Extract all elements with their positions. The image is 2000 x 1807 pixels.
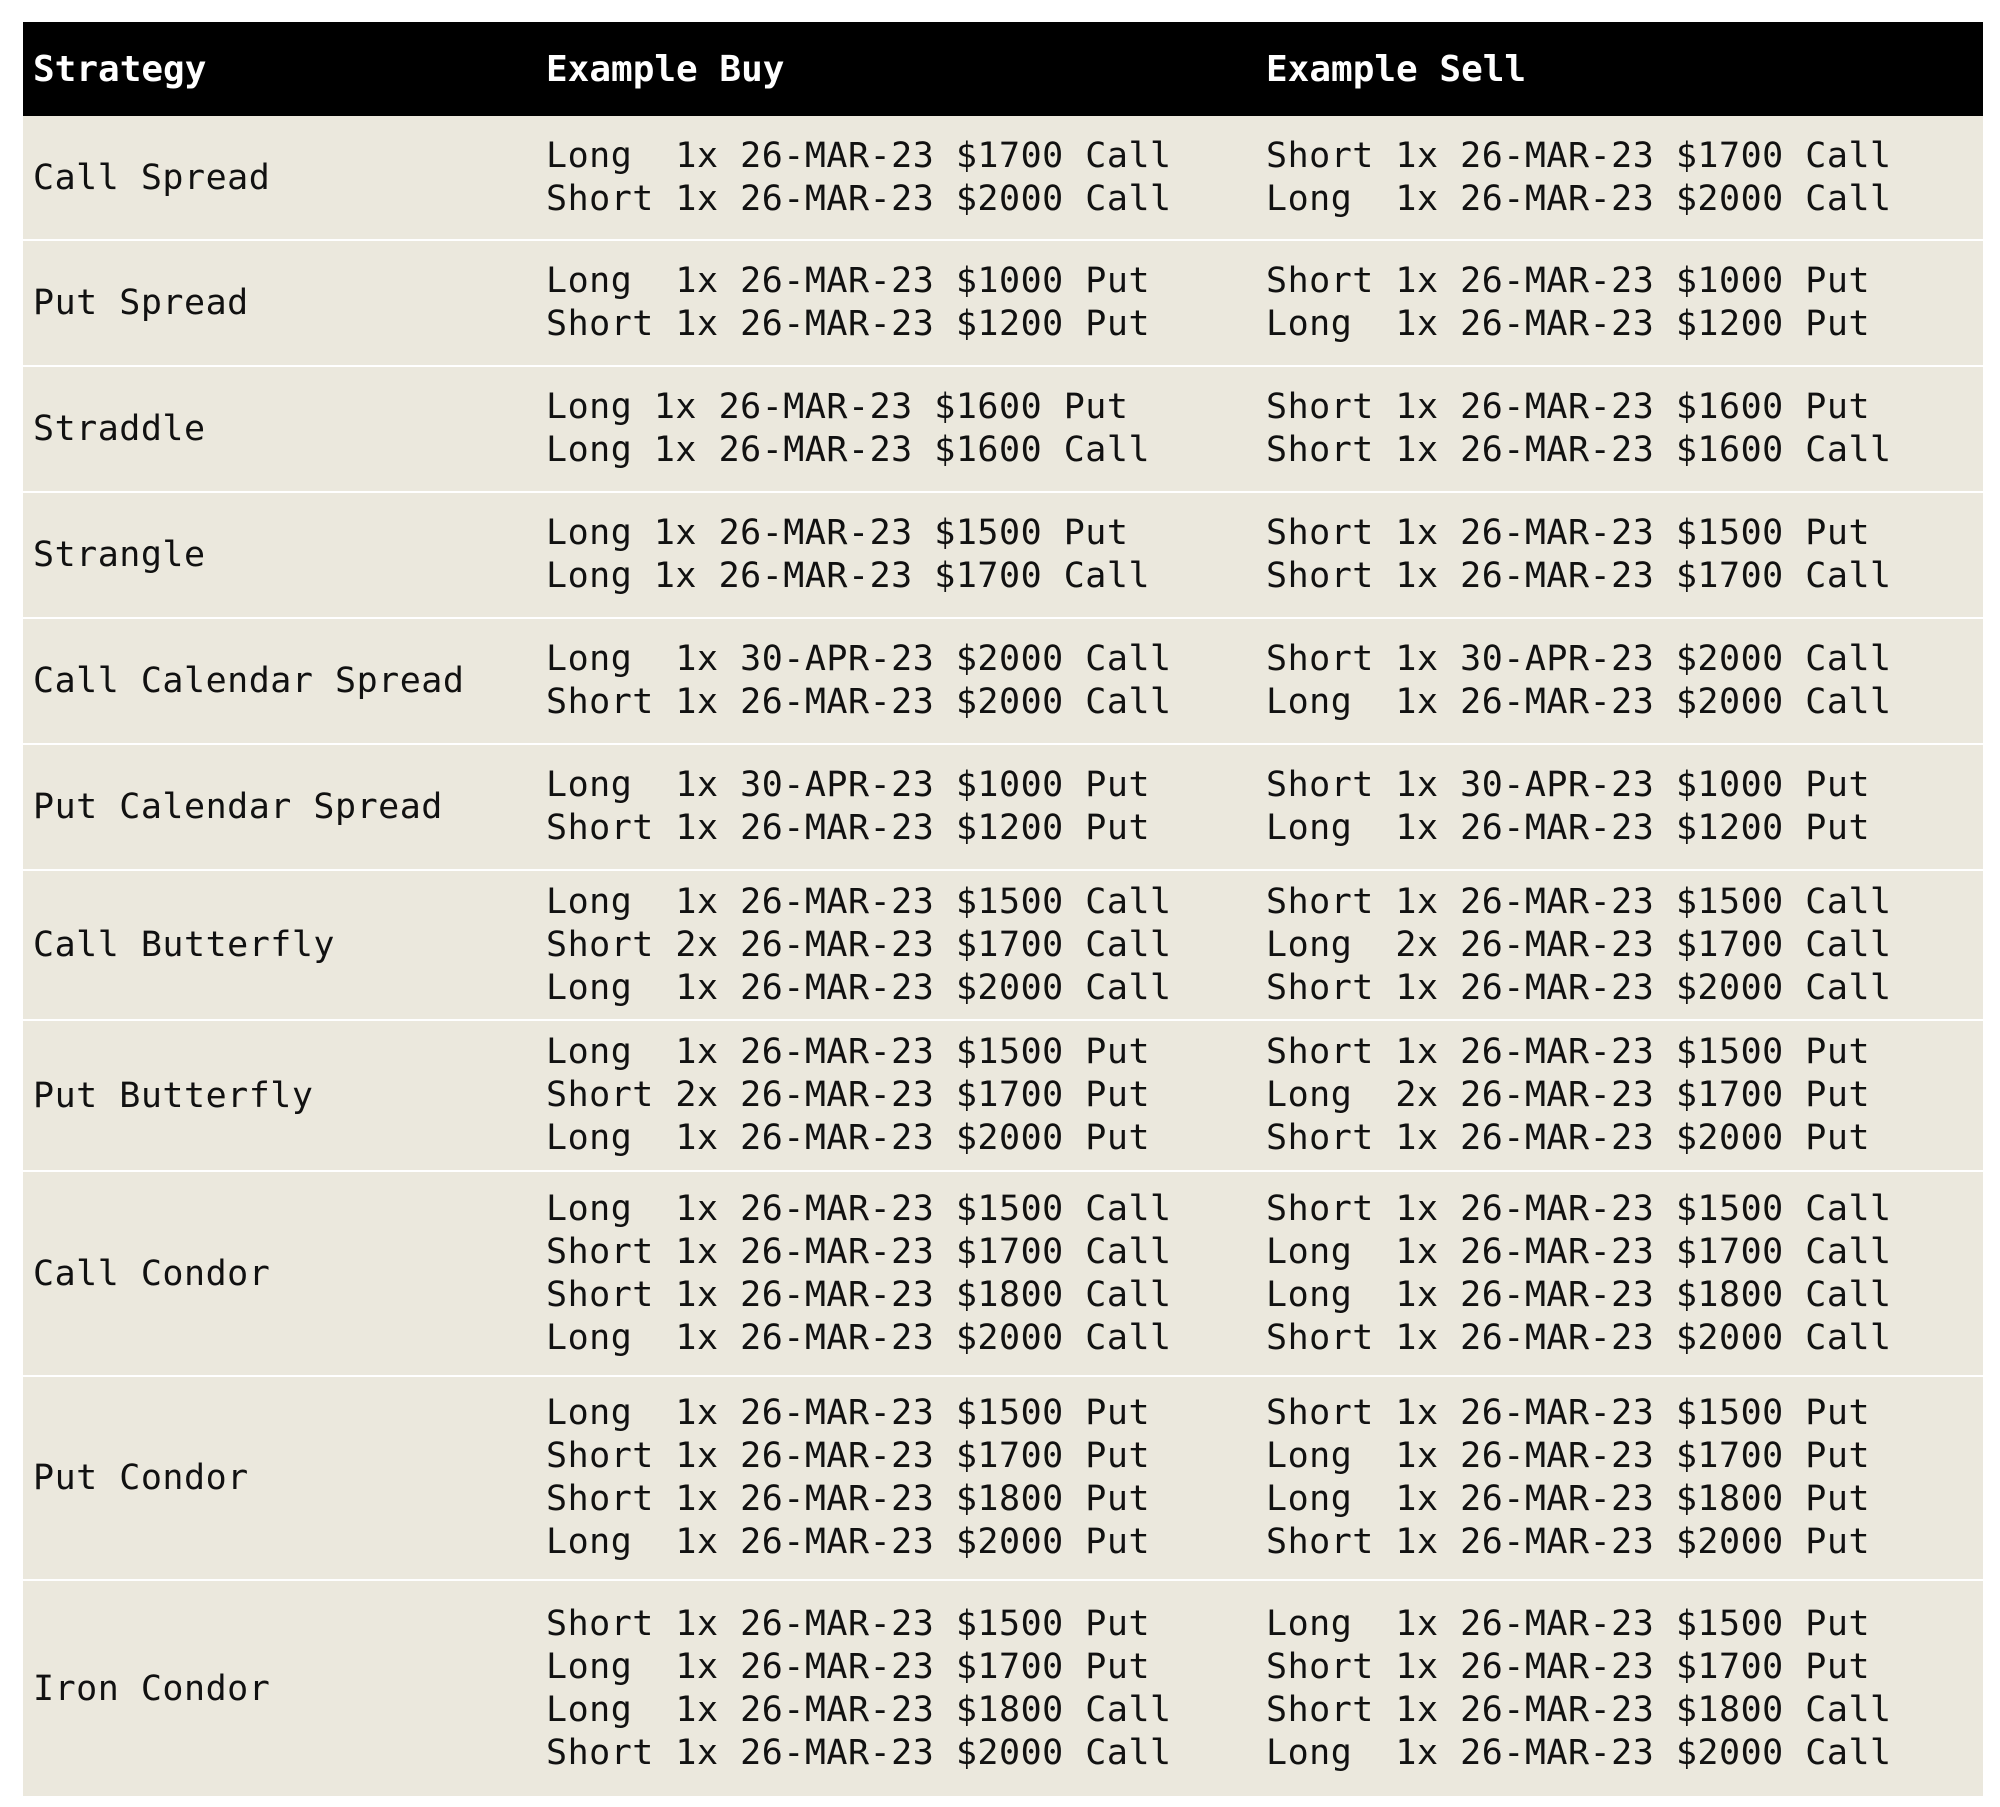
strategy-name: Put Spread — [33, 283, 249, 323]
sell-leg: Long 1x 26-MAR-23 $1200 Put — [1266, 304, 1871, 344]
sell-leg: Long 1x 26-MAR-23 $1800 Call — [1266, 1274, 1892, 1315]
table-row — [23, 493, 1983, 619]
buy-leg: Long 1x 26-MAR-23 $1700 Put — [546, 1646, 1151, 1687]
sell-leg: Short 1x 26-MAR-23 $2000 Call — [1266, 1317, 1892, 1358]
buy-leg: Long 1x 26-MAR-23 $2000 Put — [546, 1118, 1151, 1158]
strategy-table — [23, 22, 1983, 1796]
sell-leg: Short 1x 26-MAR-23 $2000 Put — [1266, 1118, 1871, 1158]
buy-leg: Long 1x 26-MAR-23 $1700 Call — [546, 556, 1151, 596]
header-example-sell: Example Sell — [1266, 48, 1527, 90]
table-body — [23, 116, 1983, 1796]
sell-leg: Long 1x 26-MAR-23 $1700 Call — [1266, 1231, 1892, 1272]
buy-leg: Long 1x 30-APR-23 $1000 Put — [546, 765, 1151, 805]
sell-leg: Long 2x 26-MAR-23 $1700 Put — [1266, 1075, 1871, 1115]
sell-leg: Long 1x 26-MAR-23 $1500 Put — [1266, 1603, 1871, 1644]
example-sell-cell — [1256, 1031, 1983, 1160]
buy-leg: Short 1x 26-MAR-23 $2000 Call — [546, 1732, 1172, 1773]
table-row — [23, 1377, 1983, 1581]
example-buy-cell — [536, 1392, 1256, 1564]
example-buy-cell — [536, 260, 1256, 346]
example-buy-cell — [536, 135, 1256, 221]
example-sell-cell — [1256, 1188, 1983, 1360]
buy-leg: Long 1x 26-MAR-23 $2000 Call — [546, 1317, 1172, 1358]
example-sell-cell — [1256, 386, 1983, 472]
strategy-name: Call Condor — [33, 1253, 271, 1294]
sell-leg: Short 1x 26-MAR-23 $1500 Call — [1266, 881, 1892, 922]
strategy-name: Call Butterfly — [33, 925, 336, 965]
buy-leg: Short 2x 26-MAR-23 $1700 Call — [546, 924, 1172, 965]
buy-leg: Long 1x 26-MAR-23 $1500 Call — [546, 881, 1172, 922]
sell-leg: Short 1x 26-MAR-23 $1600 Put — [1266, 387, 1871, 427]
sell-leg: Short 1x 26-MAR-23 $2000 Call — [1266, 967, 1892, 1008]
sell-leg: Short 1x 30-APR-23 $1000 Put — [1266, 765, 1871, 805]
table-row — [23, 1581, 1983, 1796]
table-row — [23, 745, 1983, 871]
buy-leg: Short 1x 26-MAR-23 $2000 Call — [546, 178, 1172, 219]
sell-leg: Long 1x 26-MAR-23 $1200 Put — [1266, 808, 1871, 848]
strategy-name: Strangle — [33, 535, 206, 575]
example-buy-cell — [536, 1188, 1256, 1360]
example-sell-cell — [1256, 1392, 1983, 1564]
sell-leg: Short 1x 26-MAR-23 $1800 Call — [1266, 1689, 1892, 1730]
buy-leg: Short 2x 26-MAR-23 $1700 Put — [546, 1075, 1151, 1115]
buy-leg: Long 1x 26-MAR-23 $1600 Call — [546, 430, 1151, 470]
buy-leg: Short 1x 26-MAR-23 $1500 Put — [546, 1603, 1151, 1644]
buy-leg: Long 1x 26-MAR-23 $1500 Put — [546, 1393, 1151, 1433]
sell-leg: Long 1x 26-MAR-23 $1700 Put — [1266, 1436, 1871, 1476]
example-buy-cell — [536, 638, 1256, 724]
buy-leg: Long 1x 26-MAR-23 $2000 Put — [546, 1522, 1151, 1562]
example-buy-cell — [536, 764, 1256, 850]
strategy-name: Iron Condor — [33, 1668, 271, 1709]
buy-leg: Long 1x 26-MAR-23 $2000 Call — [546, 967, 1172, 1008]
example-sell-cell — [1256, 260, 1983, 346]
sell-leg: Short 1x 26-MAR-23 $1600 Call — [1266, 430, 1892, 470]
table-row — [23, 1021, 1983, 1172]
buy-leg: Long 1x 26-MAR-23 $1500 Put — [546, 513, 1129, 553]
example-buy-cell — [536, 512, 1256, 598]
sell-leg: Long 1x 26-MAR-23 $2000 Call — [1266, 178, 1892, 219]
sell-leg: Long 2x 26-MAR-23 $1700 Call — [1266, 924, 1892, 965]
strategy-name: Straddle — [33, 409, 206, 449]
sell-leg: Short 1x 26-MAR-23 $1700 Call — [1266, 135, 1892, 176]
buy-leg: Short 1x 26-MAR-23 $2000 Call — [546, 682, 1172, 722]
strategy-name: Call Calendar Spread — [33, 661, 465, 701]
sell-leg: Short 1x 26-MAR-23 $2000 Put — [1266, 1522, 1871, 1562]
example-sell-cell — [1256, 135, 1983, 221]
table-row — [23, 367, 1983, 493]
buy-leg: Long 1x 26-MAR-23 $1800 Call — [546, 1689, 1172, 1730]
table-row — [23, 116, 1983, 241]
buy-leg: Short 1x 26-MAR-23 $1800 Put — [546, 1479, 1151, 1519]
strategy-name: Put Calendar Spread — [33, 787, 443, 827]
buy-leg: Short 1x 26-MAR-23 $1200 Put — [546, 808, 1151, 848]
table-row — [23, 619, 1983, 745]
table-row — [23, 871, 1983, 1021]
sell-leg: Short 1x 26-MAR-23 $1500 Put — [1266, 513, 1871, 553]
buy-leg: Short 1x 26-MAR-23 $1800 Call — [546, 1274, 1172, 1315]
example-sell-cell — [1256, 1603, 1983, 1775]
sell-leg: Short 1x 26-MAR-23 $1500 Put — [1266, 1393, 1871, 1433]
header-example-buy: Example Buy — [546, 48, 785, 90]
sell-leg: Short 1x 26-MAR-23 $1500 Call — [1266, 1188, 1892, 1229]
example-sell-cell — [1256, 512, 1983, 598]
table-row — [23, 241, 1983, 367]
sell-leg: Short 1x 26-MAR-23 $1500 Put — [1266, 1032, 1871, 1072]
example-buy-cell — [536, 386, 1256, 472]
buy-leg: Short 1x 26-MAR-23 $1200 Put — [546, 304, 1151, 344]
strategy-name: Put Condor — [33, 1458, 249, 1498]
buy-leg: Short 1x 26-MAR-23 $1700 Put — [546, 1436, 1151, 1476]
example-sell-cell — [1256, 638, 1983, 724]
sell-leg: Short 1x 26-MAR-23 $1700 Call — [1266, 556, 1892, 596]
buy-leg: Long 1x 26-MAR-23 $1700 Call — [546, 135, 1172, 176]
sell-leg: Short 1x 26-MAR-23 $1700 Put — [1266, 1646, 1871, 1687]
table-header — [23, 22, 1983, 116]
buy-leg: Long 1x 26-MAR-23 $1500 Put — [546, 1032, 1151, 1072]
table-row — [23, 1172, 1983, 1377]
strategy-name: Call Spread — [33, 157, 271, 198]
sell-leg: Short 1x 30-APR-23 $2000 Call — [1266, 639, 1892, 679]
example-buy-cell — [536, 881, 1256, 1010]
example-buy-cell — [536, 1031, 1256, 1160]
buy-leg: Long 1x 26-MAR-23 $1500 Call — [546, 1188, 1172, 1229]
sell-leg: Long 1x 26-MAR-23 $1800 Put — [1266, 1479, 1871, 1519]
buy-leg: Long 1x 26-MAR-23 $1000 Put — [546, 261, 1151, 301]
example-sell-cell — [1256, 881, 1983, 1010]
example-sell-cell — [1256, 764, 1983, 850]
example-buy-cell — [536, 1603, 1256, 1775]
sell-leg: Long 1x 26-MAR-23 $2000 Call — [1266, 1732, 1892, 1773]
sell-leg: Long 1x 26-MAR-23 $2000 Call — [1266, 682, 1892, 722]
strategy-name: Put Butterfly — [33, 1075, 314, 1116]
buy-leg: Short 1x 26-MAR-23 $1700 Call — [546, 1231, 1172, 1272]
buy-leg: Long 1x 26-MAR-23 $1600 Put — [546, 387, 1129, 427]
sell-leg: Short 1x 26-MAR-23 $1000 Put — [1266, 261, 1871, 301]
header-strategy: Strategy — [33, 48, 207, 90]
buy-leg: Long 1x 30-APR-23 $2000 Call — [546, 639, 1172, 679]
